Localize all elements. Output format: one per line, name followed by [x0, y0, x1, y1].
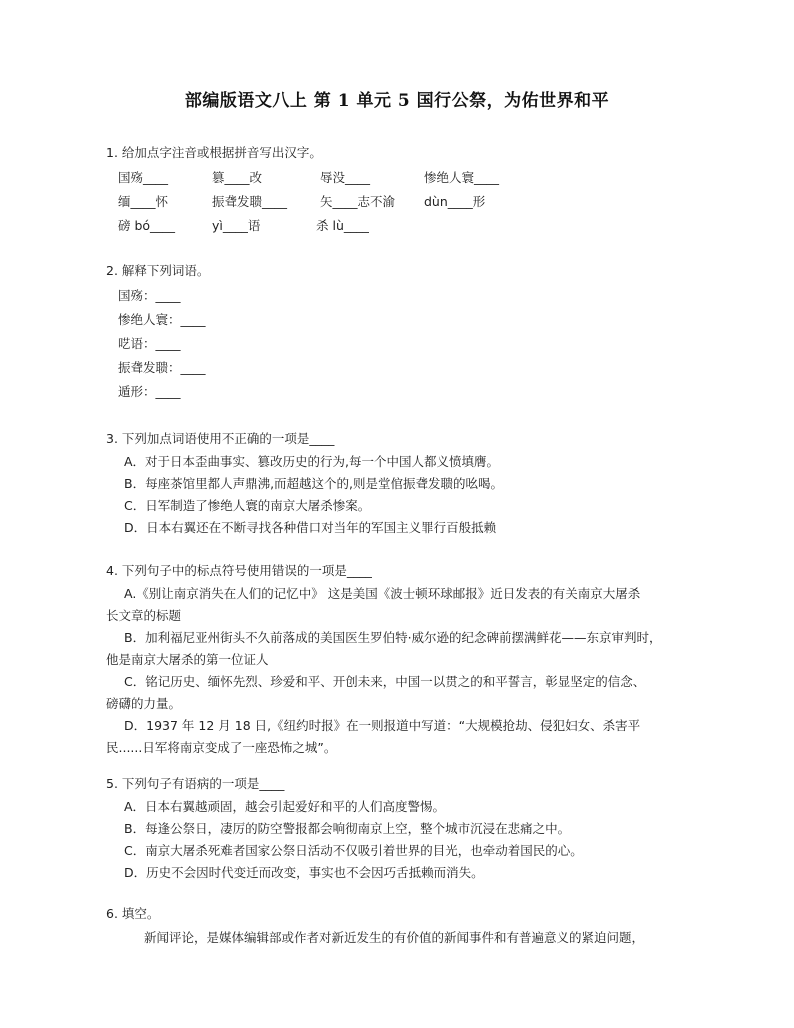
- q1-item: 辱没____: [320, 170, 371, 185]
- q4-option-d: [106, 715, 706, 759]
- q1-item: 国殇____: [118, 170, 169, 185]
- q4-option-b: [106, 627, 706, 671]
- q4-option-c-line-2: 磅礴的力量。: [106, 696, 182, 711]
- q2-item: 惨绝人寰：____: [118, 312, 206, 327]
- question-5-heading: 5. 下列句子有语病的一项是____: [106, 776, 285, 791]
- q2-item: 呓语：____: [118, 336, 181, 351]
- question-2-heading: 2. 解释下列词语。: [106, 263, 210, 278]
- question-1-heading: 1. 给加点字注音或根据拼音写出汉字。: [106, 145, 322, 160]
- q1-item: 矢____志不渝: [320, 194, 396, 209]
- q1-item: 惨绝人寰____: [424, 170, 500, 185]
- question-6-heading: 6. 填空。: [106, 906, 160, 921]
- question-3-heading: 3. 下列加点词语使用不正确的一项是____: [106, 431, 335, 446]
- q1-item: 磅 bó____: [118, 218, 176, 233]
- page-title: 部编版语文八上 第 1 单元 5 国行公祭，为佑世界和平: [184, 91, 610, 111]
- q1-item: dùn____形: [424, 194, 486, 209]
- q4-option-a-line-1: A.《别让南京消失在人们的记忆中》 这是美国《波士顿环球邮报》近日发表的有关南京大屠杀: [124, 586, 641, 601]
- q4-option-d-line-1: D．1937 年 12 月 18 日,《纽约时报》在一则报道中写道：“大规模抢劫、侵犯妇女、杀害平: [124, 718, 641, 733]
- q2-item: 国殇：____: [118, 288, 181, 303]
- q2-item: 振聋发聩：____: [118, 360, 206, 375]
- q4-option-c: [106, 671, 706, 715]
- q4-option-d-line-2: 民......日军将南京变成了一座恐怖之城”。: [106, 740, 337, 755]
- q1-item: 篡____改: [212, 170, 263, 185]
- q5-option-a: A．日本右翼越顽固，越会引起爱好和平的人们高度警惕。: [124, 799, 446, 814]
- q3-option-a: A．对于日本歪曲事实、篡改历史的行为,每一个中国人都义愤填膺。: [124, 454, 500, 469]
- q6-text: 新闻评论，是媒体编辑部或作者对新近发生的有价值的新闻事件和有普遍意义的紧迫问题，: [144, 930, 645, 945]
- q4-option-b-line-2: 他是南京大屠杀的第一位证人: [106, 652, 269, 667]
- q5-option-b: B．每逢公祭日，凄厉的防空警报都会响彻南京上空，整个城市沉浸在悲痛之中。: [124, 821, 571, 836]
- q4-option-b-line-1: B．加利福尼亚州街头不久前落成的美国医生罗伯特·威尔逊的纪念碑前摆满鲜花——东京审判时，: [124, 630, 662, 645]
- q3-option-b: B．每座茶馆里都人声鼎沸,而超越这个的,则是堂倌振聋发聩的吆喝。: [124, 476, 504, 491]
- q1-item: 缅____怀: [118, 194, 169, 209]
- question-4-heading: 4. 下列句子中的标点符号使用错误的一项是____: [106, 563, 372, 578]
- q4-option-a-line-2: 长文章的标题: [106, 608, 182, 623]
- q5-option-c: C．南京大屠杀死难者国家公祭日活动不仅吸引着世界的目光，也牵动着国民的心。: [124, 843, 583, 858]
- q1-item: 杀 lù____: [316, 218, 369, 233]
- q1-item: yì____语: [212, 218, 261, 233]
- q4-option-a: [106, 583, 706, 627]
- q4-option-c-line-1: C．铭记历史、缅怀先烈、珍爱和平、开创未来，中国一以贯之的和平誓言，彰显坚定的信念、: [124, 674, 646, 689]
- q2-item: 遁形：____: [118, 384, 181, 399]
- q1-item: 振聋发聩____: [212, 194, 288, 209]
- q5-option-d: D．历史不会因时代变迁而改变，事实也不会因巧舌抵赖而消失。: [124, 865, 484, 880]
- q3-option-d: D．日本右翼还在不断寻找各种借口对当年的军国主义罪行百般抵赖: [124, 520, 497, 535]
- q3-option-c: C．日军制造了惨绝人寰的南京大屠杀惨案。: [124, 498, 371, 513]
